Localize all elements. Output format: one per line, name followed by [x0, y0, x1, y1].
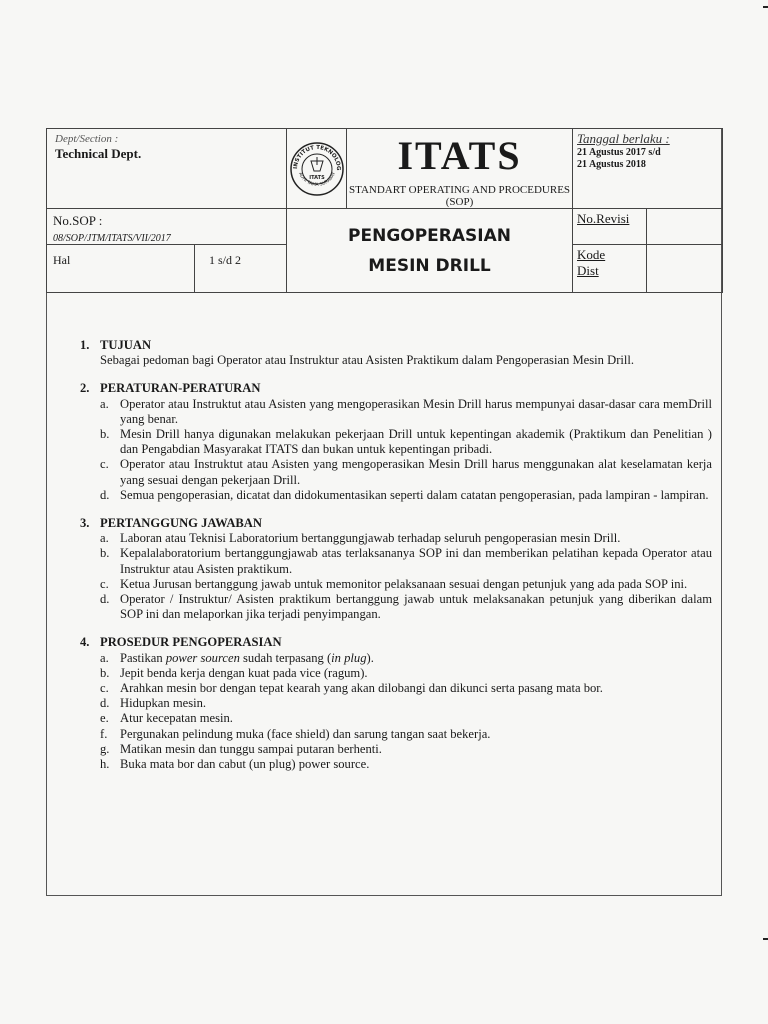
item-letter: h.: [100, 757, 110, 772]
brand-cell: [347, 129, 573, 209]
list-item: [100, 742, 712, 757]
list-item: [100, 651, 712, 666]
dist-code-cell: [573, 245, 647, 293]
section-title: PERATURAN-PERATURAN: [100, 381, 261, 396]
dept-label: Dept/Section :: [55, 133, 119, 145]
list-item: [100, 681, 712, 696]
document-title-line1: PENGOPERASIAN: [348, 225, 511, 246]
item-text: Operator / Instruktur/ Asisten praktikum bertanggung jawab untuk melaksanakan petunjuk yang diberikan dalam SOP ini dan melaporkan jika terjadi penyimpangan.: [120, 592, 712, 622]
item-letter: a.: [100, 396, 109, 411]
page-label-cell: [47, 245, 195, 293]
brand-subtitle-sop: (SOP): [445, 196, 474, 208]
item-letter: d.: [100, 696, 110, 711]
item-letter: b.: [100, 546, 110, 561]
list-item: [100, 757, 712, 772]
revision-value-cell: [647, 209, 723, 245]
item-text: Ketua Jurusan bertanggung jawab untuk memonitor pelaksanaan sesuai dengan petunjuk yang ada pada SOP ini.: [120, 576, 688, 591]
document-title-line2: MESIN DRILL: [368, 255, 491, 276]
section-number: 2.: [80, 381, 90, 396]
section-heading: [80, 338, 712, 353]
revision-label-cell: [573, 209, 647, 245]
item-text: Buka mata bor dan cabut (un plug) power source.: [120, 757, 370, 772]
item-text-mid: sudah terpasang (: [239, 650, 332, 665]
section-number: 4.: [80, 635, 90, 650]
item-text: Operator atau Instruktut atau Asisten yang mengoperasikan Mesin Drill harus mempunyai dasar-dasar cara memDrill yang benar.: [120, 396, 712, 426]
section-heading: [80, 635, 712, 650]
page-label: Hal: [53, 253, 71, 267]
item-text-emphasis: power sourcen: [165, 650, 240, 665]
item-text: Mesin Drill hanya digunakan melakukan pekerjaan Drill untuk kepentingan akademik (Praktikum dan Penelitian ) dan Pengabdian Masyarakat ITATS dan bukan untuk kepentingan pribadi.: [120, 427, 712, 457]
item-letter: b.: [100, 427, 110, 442]
brand-subtitle: STANDART OPERATING AND PROCEDURES: [349, 184, 571, 196]
item-letter: e.: [100, 711, 109, 726]
item-text: Semua pengoperasian, dicatat dan didokumentasikan seperti dalam catatan pengoperasian, pada lampiran - lampiran.: [120, 487, 709, 502]
valid-from: 21 Agustus 2017 s/d: [577, 147, 661, 158]
section-text: Sebagai pedoman bagi Operator atau Instruktur atau Asisten Praktikum dalam Pengoperasian Mesin Drill.: [100, 353, 635, 368]
list-item: [100, 546, 712, 576]
section-heading: [80, 516, 712, 531]
section-prosedur: [80, 635, 712, 772]
section-title: PERTANGGUNG JAWABAN: [100, 516, 263, 531]
logo-bottom-text: ADHI TAMA SURABAY: [296, 171, 337, 188]
item-text: Matikan mesin dan tunggu sampai putaran berhenti.: [120, 741, 382, 756]
item-letter: b.: [100, 665, 110, 680]
item-letter: a.: [100, 650, 109, 665]
list-item: [100, 727, 712, 742]
dept-cell: [47, 129, 287, 209]
dist-value-cell: [647, 245, 723, 293]
item-letter: c.: [100, 681, 109, 696]
page-value-cell: [195, 245, 287, 293]
list-item: [100, 488, 712, 503]
itats-logo-icon: [289, 139, 345, 199]
item-letter: c.: [100, 457, 109, 472]
scan-edge-mark: [763, 6, 768, 8]
list-item: [100, 427, 712, 457]
list-item: [100, 696, 712, 711]
list-item: [100, 397, 712, 427]
item-text-pre: Pastikan: [120, 650, 166, 665]
logo-center-text: ITATS: [308, 174, 325, 181]
section-heading: [80, 381, 712, 396]
item-text-post: ).: [366, 650, 374, 665]
sop-number-value: 08/SOP/JTM/ITATS/VII/2017: [53, 233, 171, 244]
item-text-emphasis: in plug: [331, 650, 367, 665]
item-letter: a.: [100, 531, 109, 546]
document-title-cell: [287, 209, 573, 293]
brand-title: ITATS: [397, 133, 522, 178]
section-peraturan: [80, 381, 712, 503]
item-text: Arahkan mesin bor dengan tepat kearah yang akan dilobangi dan dikunci serta pasang mata bor.: [120, 681, 603, 696]
item-letter: d.: [100, 592, 110, 607]
list-item: [100, 577, 712, 592]
list-item: [100, 666, 712, 681]
dept-value: Technical Dept.: [55, 146, 142, 161]
section-title: PROSEDUR PENGOPERASIAN: [100, 635, 282, 650]
list-item: [100, 711, 712, 726]
item-text: Operator atau Instruktut atau Asisten yang mengoperasikan Mesin Drill harus menggunakan alat keselamatan kerja yang sesuai dengan pekerjaan Drill.: [120, 457, 712, 487]
item-letter: c.: [100, 576, 109, 591]
item-letter: g.: [100, 741, 110, 756]
section-tujuan: [80, 338, 712, 368]
section-title: TUJUAN: [100, 338, 152, 352]
sop-number-cell: [47, 209, 287, 245]
section-number: 3.: [80, 516, 90, 531]
list-item: [100, 592, 712, 622]
item-text: Atur kecepatan mesin.: [120, 711, 233, 726]
item-text: Pergunakan pelindung muka (face shield) dan sarung tangan saat bekerja.: [120, 726, 491, 741]
valid-label: Tanggal berlaku :: [577, 131, 670, 146]
item-text: Jepit benda kerja dengan kuat pada vice (ragum).: [120, 665, 368, 680]
item-text: Kepalalaboratorium bertanggungjawab atas terlaksananya SOP ini dan memberikan pelatihan kepada Operator atau Instruktur atau Asisten praktikum.: [120, 546, 712, 576]
item-letter: d.: [100, 487, 110, 502]
scan-edge-mark: [763, 938, 768, 940]
kode-label: Kode: [577, 247, 606, 262]
logo-top-text: INSTITUT TEKNOLOG: [292, 144, 341, 171]
sop-header-table: [46, 128, 723, 293]
item-text: [120, 651, 712, 666]
logo-cell: [287, 129, 347, 209]
document-body: [80, 338, 712, 785]
section-pertanggung-jawaban: [80, 516, 712, 622]
item-text: Hidupkan mesin.: [120, 696, 207, 711]
list-item: [100, 531, 712, 546]
dist-label: Dist: [577, 263, 599, 278]
section-number: 1.: [80, 338, 90, 352]
validity-cell: [573, 129, 723, 209]
item-letter: f.: [100, 726, 108, 741]
item-text: Laboran atau Teknisi Laboratorium bertanggungjawab terhadap seluruh pengoperasian mesin Drill.: [120, 531, 621, 546]
list-item: [100, 457, 712, 487]
revision-label: No.Revisi: [577, 211, 630, 226]
page-value: 1 s/d 2: [209, 253, 242, 267]
valid-to: 21 Agustus 2018: [577, 159, 646, 170]
sop-number-label: No.SOP :: [53, 213, 103, 228]
